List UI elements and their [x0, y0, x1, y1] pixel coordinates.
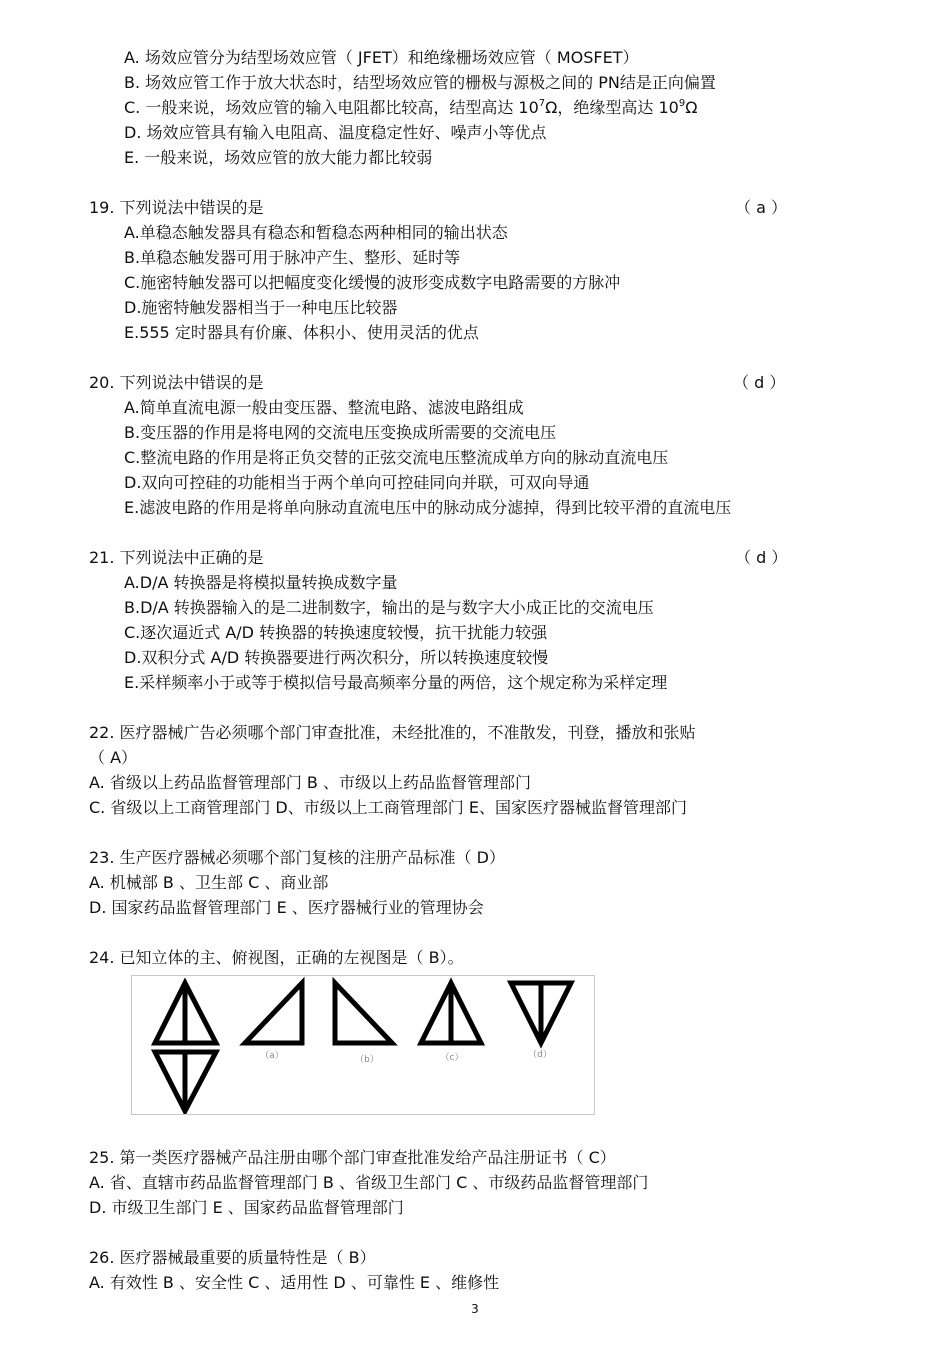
option-c-label: （c） [440, 1053, 464, 1063]
q25-stem: 25. 第一类医疗器械产品注册由哪个部门审查批准发给产品注册证书（ C） [89, 1148, 616, 1167]
q19-option-d: D.施密特触发器相当于一种电压比较器 [124, 298, 398, 317]
q21-option-d: D.双积分式 A/D 转换器要进行两次积分，所以转换速度较慢 [124, 648, 549, 667]
q19-stem: 19. 下列说法中错误的是 [89, 198, 264, 217]
q22-options-line2: C. 省级以上工商管理部门 D、市级以上工商管理部门 E、国家医疗器械监督管理部门 [89, 798, 687, 817]
q26-stem: 26. 医疗器械最重要的质量特性是（ B） [89, 1248, 376, 1267]
q24-views-drawing [132, 976, 594, 1114]
q20-option-c: C.整流电路的作用是将正负交替的正弦交流电压整流成单方向的脉动直流电压 [124, 448, 669, 467]
q26-options-line1: A. 有效性 B 、安全性 C 、适用性 D 、可靠性 E 、维修性 [89, 1273, 500, 1292]
q21-option-a: A.D/A 转换器是将模拟量转换成数字量 [124, 573, 398, 592]
q22-stem: 22. 医疗器械广告必须哪个部门审查批准，未经批准的，不准散发，刊登，播放和张贴 [89, 723, 696, 742]
option-c-triangle [421, 983, 481, 1043]
q25-options-line2: D. 市级卫生部门 E 、国家药品监督管理部门 [89, 1198, 404, 1217]
q23-stem: 23. 生产医疗器械必须哪个部门复核的注册产品标准（ D） [89, 848, 505, 867]
q21-option-b: B.D/A 转换器输入的是二进制数字，输出的是与数字大小成正比的交流电压 [124, 598, 654, 617]
q19-option-b: B.单稳态触发器可用于脉冲产生、整形、延时等 [124, 248, 461, 267]
q19-answer: （ a ） [735, 198, 787, 217]
top-view-triangle [155, 1052, 216, 1111]
q19-option-c: C.施密特触发器可以把幅度变化缓慢的波形变成数字电路需要的方脉冲 [124, 273, 621, 292]
q18-option-a: A. 场效应管分为结型场效应管（ JFET）和绝缘栅场效应管（ MOSFET） [124, 48, 639, 67]
q24-views-figure [131, 975, 595, 1115]
q20-answer: （ d ） [733, 373, 786, 392]
option-b-triangle [335, 983, 392, 1043]
q18-option-b: B. 场效应管工作于放大状态时，结型场效应管的栅极与源极之间的 PN结是正向偏置 [124, 73, 716, 92]
option-d-triangle [511, 983, 571, 1043]
page-number: 3 [471, 1302, 479, 1316]
q18-option-d: D. 场效应管具有输入电阻高、温度稳定性好、噪声小等优点 [124, 123, 547, 142]
q20-option-d: D.双向可控硅的功能相当于两个单向可控硅同向并联，可双向导通 [124, 473, 590, 492]
q24-stem: 24. 已知立体的主、俯视图，正确的左视图是（ B）。 [89, 948, 464, 967]
q23-options-line2: D. 国家药品监督管理部门 E 、医疗器械行业的管理协会 [89, 898, 484, 917]
q20-option-e: E.滤波电路的作用是将单向脉动直流电压中的脉动成分滤掉，得到比较平滑的直流电压 [124, 498, 732, 517]
q18-option-c: C. 一般来说，场效应管的输入电阻都比较高，结型高达 $10^7\Omega$，绝缘型高达 $10^9\Omega$ [124, 98, 698, 117]
q19-option-e: E.555 定时器具有价廉、体积小、使用灵活的优点 [124, 323, 479, 342]
option-d-label: （d） [528, 1050, 552, 1060]
q21-option-e: E.采样频率小于或等于模拟信号最高频率分量的两倍，这个规定称为采样定理 [124, 673, 668, 692]
q21-answer: （ d ） [735, 548, 788, 567]
q22-options-line1: A. 省级以上药品监督管理部门 B 、市级以上药品监督管理部门 [89, 773, 531, 792]
q21-stem: 21. 下列说法中正确的是 [89, 548, 264, 567]
q21-option-c: C.逐次逼近式 A/D 转换器的转换速度较慢，抗干扰能力较强 [124, 623, 548, 642]
q18-option-e: E. 一般来说，场效应管的放大能力都比较弱 [124, 148, 433, 167]
q20-option-a: A.简单直流电源一般由变压器、整流电路、滤波电路组成 [124, 398, 524, 417]
option-a-triangle [245, 983, 302, 1043]
q20-option-b: B.变压器的作用是将电网的交流电压变换成所需要的交流电压 [124, 423, 557, 442]
q22-answer: （ A） [89, 748, 138, 767]
q19-option-a: A.单稳态触发器具有稳态和暂稳态两种相同的输出状态 [124, 223, 508, 242]
option-b-label: （b） [355, 1055, 379, 1065]
q20-stem: 20. 下列说法中错误的是 [89, 373, 264, 392]
front-view-triangle [155, 983, 216, 1043]
option-a-label: （a） [260, 1051, 284, 1061]
q25-options-line1: A. 省、直辖市药品监督管理部门 B 、省级卫生部门 C 、市级药品监督管理部门 [89, 1173, 649, 1192]
q23-options-line1: A. 机械部 B 、卫生部 C 、商业部 [89, 873, 329, 892]
